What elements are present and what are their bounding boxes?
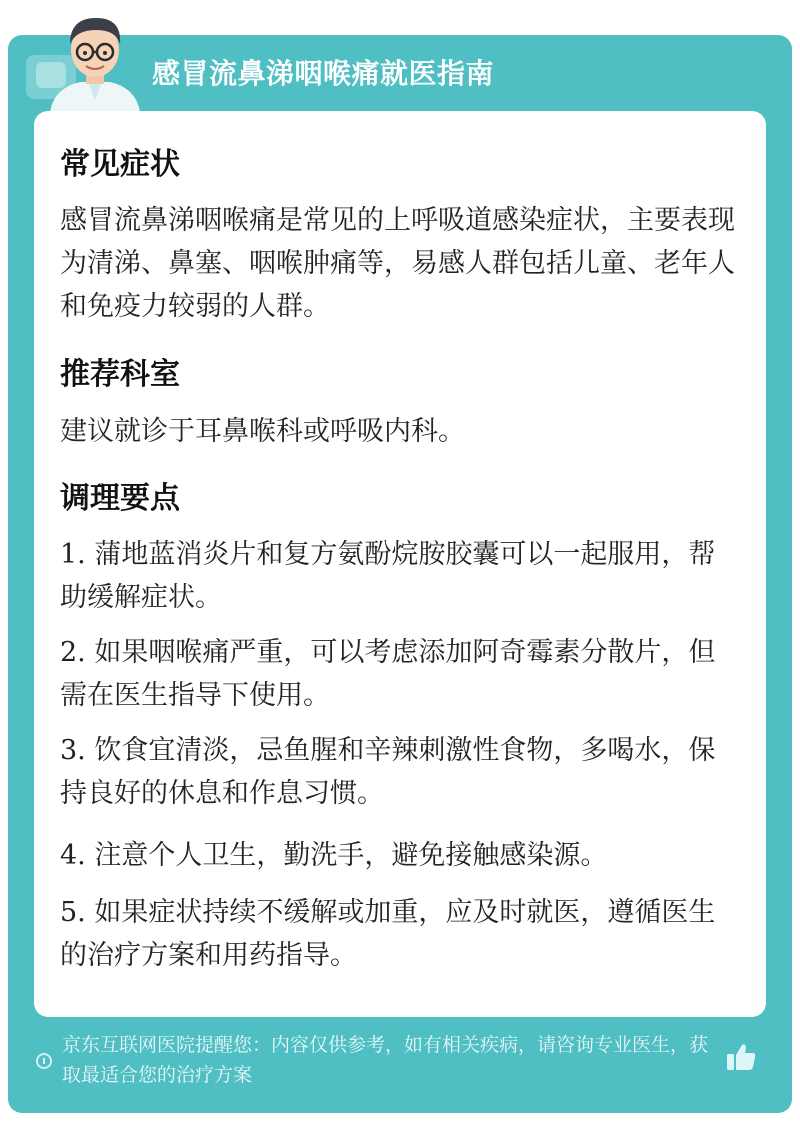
doctor-avatar-icon [40, 8, 150, 112]
disclaimer-text: 京东互联网医院提醒您：内容仅供参考，如有相关疾病，请咨询专业医生，获取最适合您的治疗方案 [62, 1034, 709, 1086]
list-item [60, 533, 740, 619]
list-item-text: 饮食宜清淡，忌鱼腥和辛辣刺激性食物，多喝水，保持良好的休息和作息习惯。 [60, 735, 716, 809]
list-item-number: 5. [60, 897, 86, 928]
section-title-department: 推荐科室 [60, 357, 180, 392]
department-text: 建议就诊于耳鼻喉科或呼吸内科。 [60, 416, 465, 447]
list-item [60, 834, 740, 877]
list-item-number: 1. [60, 539, 86, 570]
list-item-text: 注意个人卫生，勤洗手，避免接触感染源。 [94, 840, 608, 871]
list-item-text: 如果症状持续不缓解或加重，应及时就医，遵循医生的治疗方案和用药指导。 [60, 897, 716, 971]
list-item-text: 蒲地蓝消炎片和复方氨酚烷胺胶囊可以一起服用，帮助缓解症状。 [60, 539, 716, 613]
page-title: 感冒流鼻涕咽喉痛就医指南 [152, 57, 495, 90]
list-item-number: 4. [60, 840, 86, 871]
thumbs-up-icon[interactable] [724, 1040, 758, 1074]
symptoms-text: 感冒流鼻涕咽喉痛是常见的上呼吸道感染症状，主要表现为清涕、鼻塞、咽喉肿痛等，易感人群包括儿童、老年人和免疫力较弱的人群。 [60, 205, 735, 322]
list-item-number: 2. [60, 637, 86, 668]
list-item [60, 891, 740, 977]
list-item-text: 如果咽喉痛严重，可以考虑添加阿奇霉素分散片，但需在医生指导下使用。 [60, 637, 716, 711]
section-title-care-tips: 调理要点 [60, 481, 180, 516]
section-title-symptoms: 常见症状 [60, 147, 180, 182]
info-icon [36, 1053, 52, 1069]
list-item [60, 631, 740, 717]
content-panel [34, 111, 766, 1017]
list-item-number: 3. [60, 735, 86, 766]
list-item [60, 729, 740, 815]
